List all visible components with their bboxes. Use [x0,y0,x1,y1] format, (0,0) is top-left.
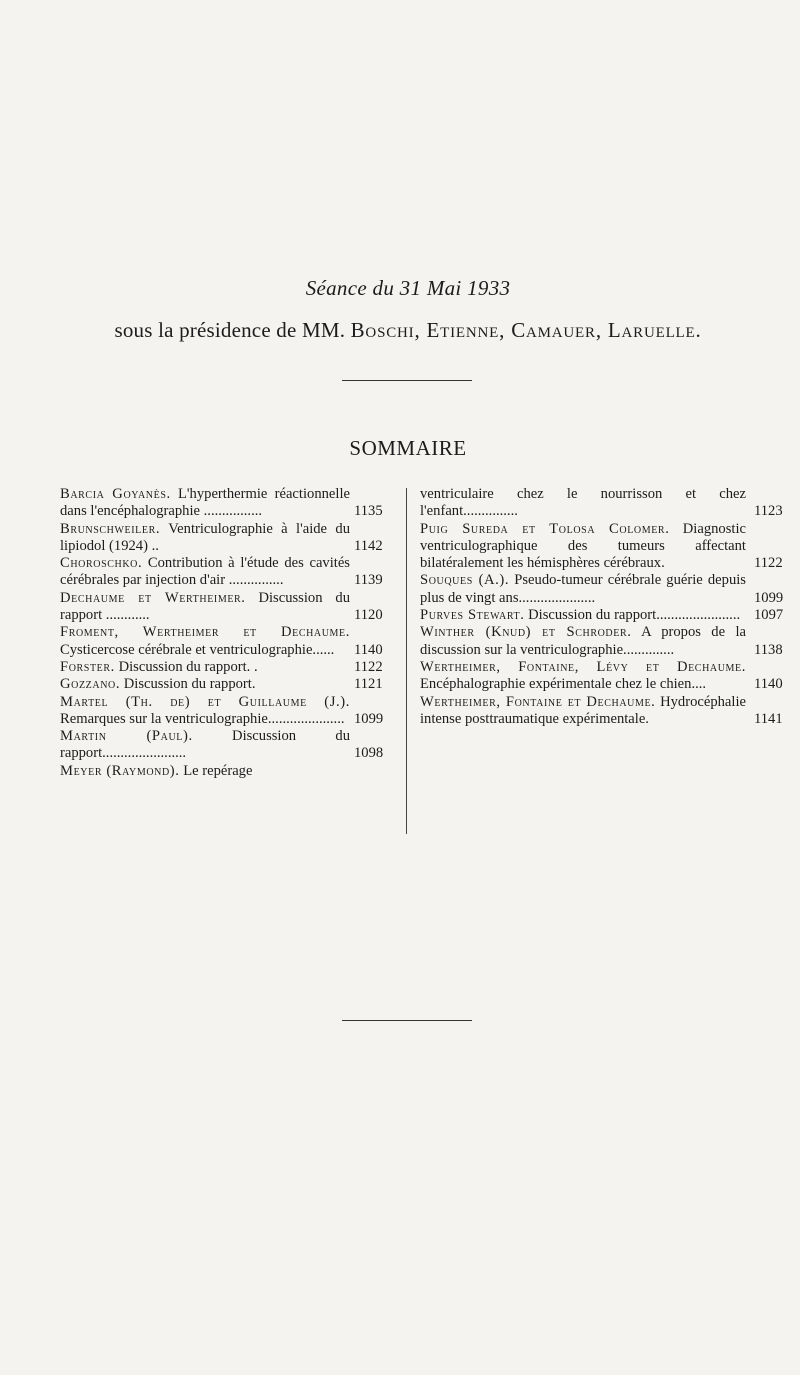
toc-title: L'hyperthermie réactionnelle dans l'encéphalographie ................ [60,486,350,520]
toc-authors: Choroschko. [60,555,143,572]
toc-title: Hydrocéphalie intense posttraumatique expérimentale. [420,693,746,727]
toc-page-number: 1140 [354,641,383,658]
toc-title: ventriculaire chez le nourrisson et chez l'enfant............... [420,486,746,520]
toc-authors: Martel (Th. de) et Guillaume (J.). [60,693,350,710]
toc-title: Remarques sur la ventriculographie..................... [60,710,345,727]
toc-authors: Dechaume et Wertheimer. [60,589,246,606]
toc-title: Pseudo-tumeur cérébrale guérie depuis plus de vingt ans..................... [420,572,746,606]
toc-title: A propos de la discussion sur la ventriculographie.............. [420,624,746,658]
toc-title: Cysticercose cérébrale et ventriculographie...... [60,641,335,658]
toc-page-number: 1099 [354,710,384,727]
toc-authors: Wertheimer, Fontaine et Dechaume. [420,693,656,710]
toc-entry [60,763,396,780]
toc-entry [60,694,396,729]
toc-page-number: 1138 [754,641,783,658]
toc-authors: Meyer (Raymond). [60,762,180,779]
toc-title: Encéphalographie expérimentale chez le chien.... [420,676,707,693]
toc-entry [60,624,396,659]
toc-page-number: 1120 [354,607,383,624]
top-divider-rule [342,380,472,381]
toc-entry-continued [420,486,792,521]
toc-title: Discussion du rapport....................... [60,728,351,762]
toc-authors: Brunschweiler. [60,520,161,537]
toc-entry [60,486,396,521]
presidence-names: Boschi, Etienne, Camauer, Laruelle. [350,318,702,342]
toc-authors: Winther (Knud) et Schroder. [420,624,632,641]
toc-page-number: 1139 [354,572,383,589]
toc-entry [60,676,396,693]
toc-entry [60,555,396,590]
toc-entry [420,521,792,573]
toc-page-number: 1123 [754,503,783,520]
toc-authors: Wertheimer, Fontaine, Lévy et Dechaume. [420,658,746,675]
toc-entry [60,659,396,676]
column-divider [406,488,407,834]
bottom-divider-rule [342,1020,472,1021]
toc-page-number: 1122 [354,658,383,675]
toc-title: Le repérage [183,762,253,779]
toc-title: Discussion du rapport....................... [528,607,741,624]
toc-authors: Forster. [60,658,115,675]
toc-page-number: 1142 [354,537,383,554]
presidence-prefix: sous la présidence de MM. [114,318,346,342]
toc-page-number: 1121 [354,676,383,693]
toc-page-number: 1140 [754,676,783,693]
presidence-line [0,318,800,343]
toc-entry [420,624,792,659]
toc-page-number: 1099 [754,589,784,606]
toc-authors: Puig Sureda et Tolosa Colomer. [420,520,670,537]
toc-page-number: 1141 [754,710,783,727]
session-title: Séance du 31 Mai 1933 [305,276,511,300]
toc-entry [420,659,792,694]
toc-left-column [60,486,396,780]
toc-title: Discussion du rapport. [123,676,256,693]
toc-authors: Gozzano. [60,676,121,693]
toc-title: Discussion du rapport. . [118,658,258,675]
toc-page-number: 1135 [354,503,383,520]
toc-page-number: 1098 [354,745,384,762]
toc-title: Discussion du rapport ............ [60,589,350,624]
toc-entry [60,590,396,625]
toc-authors: Souques (A.). [420,572,510,589]
toc-page-number: 1097 [754,607,784,624]
toc-title: Ventriculographie à l'aide du lipiodol (1924) .. [60,520,350,554]
toc-entry [420,694,792,729]
toc-authors: Froment, Wertheimer et Dechaume. [60,624,350,641]
toc-entry [420,572,792,607]
toc-entry [60,728,396,763]
toc-authors: Barcia Goyanès. [60,486,171,502]
toc-authors: Martin (Paul). [60,728,193,745]
toc-entry [420,607,792,624]
toc-title: Contribution à l'étude des cavités cérébrales par injection d'air ............... [60,555,350,589]
toc-entry [60,521,396,556]
toc-right-column [420,486,792,728]
toc-title: Diagnostic ventriculographique des tumeurs affectant bilatéralement les hémisphères cérébraux. [420,520,746,572]
sommaire-heading: SOMMAIRE [349,436,467,460]
toc-page-number: 1122 [754,555,783,572]
toc-authors: Purves Stewart. [420,607,525,624]
